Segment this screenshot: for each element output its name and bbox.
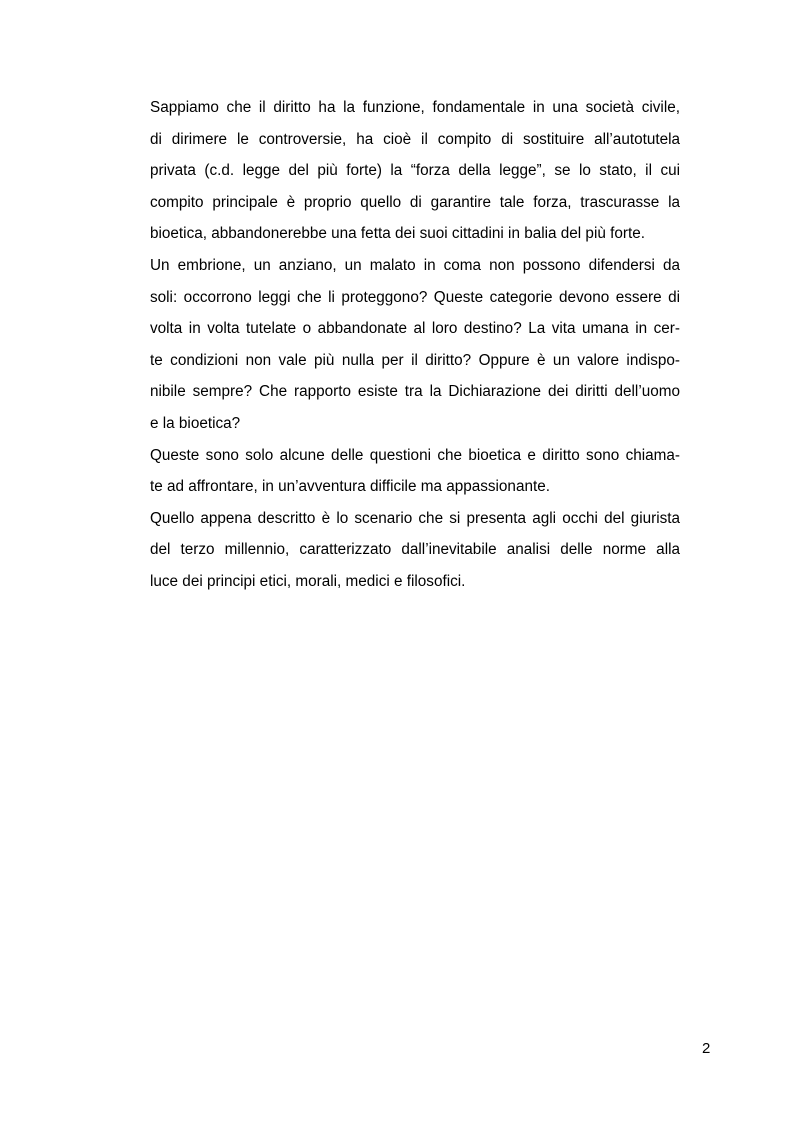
text-line: del terzo millennio, caratterizzato dall’inevitabile analisi delle norme alla <box>150 541 680 559</box>
body-text <box>150 92 680 598</box>
text-line: te condizioni non vale più nulla per il diritto? Oppure è un valore indispo- <box>150 351 680 369</box>
text-line: volta in volta tutelate o abbandonate al loro destino? La vita umana in cer- <box>150 320 680 338</box>
text-line: Queste sono solo alcune delle questioni che bioetica e diritto sono chiama- <box>150 446 680 464</box>
text-line: Quello appena descritto è lo scenario che si presenta agli occhi del giurista <box>150 509 680 527</box>
text-line: di dirimere le controversie, ha cioè il compito di sostituire all’autotutela <box>150 130 680 148</box>
text-line: bioetica, abbandonerebbe una fetta dei suoi cittadini in balia del più forte. <box>150 225 645 243</box>
text-line: Sappiamo che il diritto ha la funzione, fondamentale in una società civile, <box>150 99 680 116</box>
text-line: soli: occorrono leggi che li proteggono? Queste categorie devono essere di <box>150 288 680 306</box>
text-line: privata (c.d. legge del più forte) la “forza della legge”, se lo stato, il cui <box>150 162 680 180</box>
text-line: luce dei principi etici, morali, medici e filosofici. <box>150 572 466 590</box>
text-line: nibile sempre? Che rapporto esiste tra la Dichiarazione dei diritti dell’uomo <box>150 383 680 401</box>
text-line: e la bioetica? <box>150 414 241 432</box>
text-line: te ad affrontare, in un’avventura difficile ma appassionante. <box>150 478 550 496</box>
page-number: 2 <box>702 1040 711 1057</box>
text-line: Un embrione, un anziano, un malato in coma non possono difendersi da <box>150 256 680 274</box>
text-line: compito principale è proprio quello di garantire tale forza, trascurasse la <box>150 193 680 211</box>
